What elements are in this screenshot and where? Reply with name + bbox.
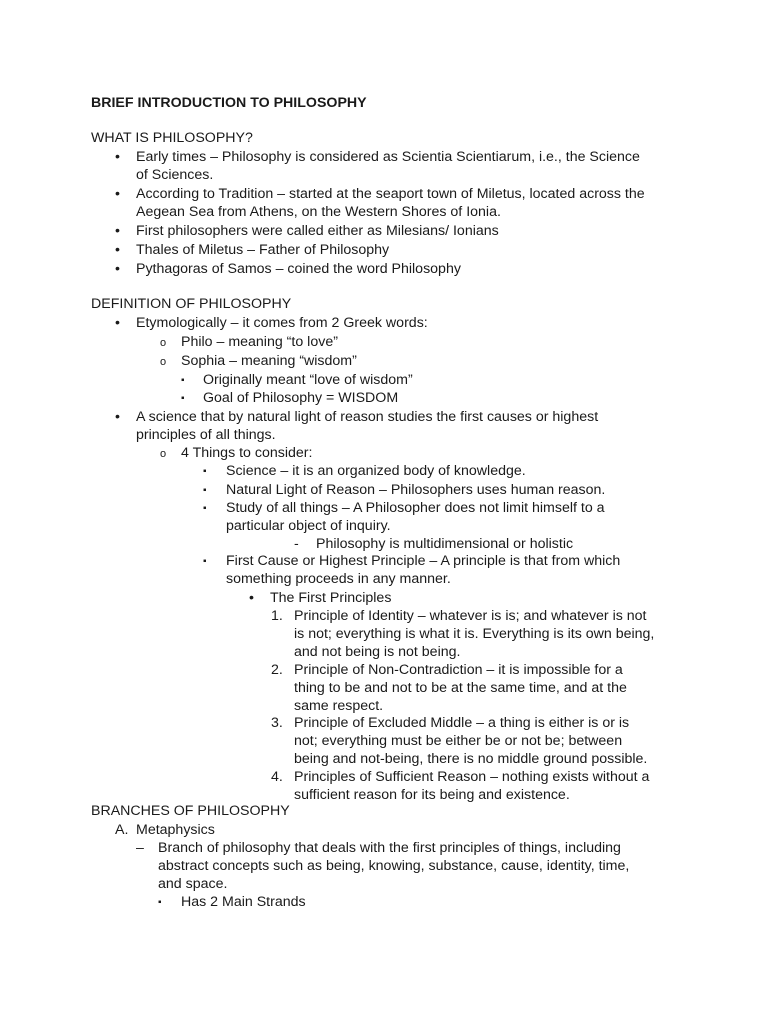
list-marker: ▪ (181, 375, 185, 386)
list-item-text: Aegean Sea from Athens, on the Western Shores of Ionia. (136, 204, 501, 220)
list-item-text: The First Principles (270, 590, 392, 606)
list-marker: • (115, 223, 120, 239)
list-item-text: Principle of Excluded Middle – a thing is either is or is (294, 715, 630, 731)
list-marker: A. (115, 822, 129, 838)
list-marker: o (160, 448, 167, 460)
list-marker: ▪ (203, 503, 207, 514)
list-item-text: Principle of Non-Contradiction – it is impossible for a (294, 662, 623, 678)
list-item-text: Has 2 Main Strands (181, 894, 306, 910)
list-item-text: Early times – Philosophy is considered as Scientia Scientiarum, i.e., the Science (136, 149, 640, 165)
list-item-text: Philo – meaning “to love” (181, 334, 338, 350)
list-marker: 4. (271, 769, 283, 785)
list-item-text: of Sciences. (136, 167, 214, 183)
list-marker: • (115, 242, 120, 258)
list-item-text: thing to be and not to be at the same time, and at the (294, 680, 627, 696)
list-item-text: 4 Things to consider: (181, 445, 313, 461)
list-item-text: Originally meant “love of wisdom” (203, 372, 413, 388)
section-heading: BRANCHES OF PHILOSOPHY (91, 803, 290, 819)
list-item-text: First Cause or Highest Principle – A principle is that from which (226, 553, 621, 569)
list-item-text: and space. (158, 876, 228, 892)
list-marker: ▪ (203, 556, 207, 567)
list-marker: o (160, 356, 167, 368)
list-item-text: Principle of Identity – whatever is is; and whatever is not (294, 608, 647, 624)
list-item-text: Etymologically – it comes from 2 Greek words: (136, 315, 428, 331)
list-marker: - (294, 536, 299, 552)
list-marker: ▪ (181, 393, 185, 404)
list-marker: o (160, 337, 167, 349)
list-item-text: abstract concepts such as being, knowing, substance, cause, identity, time, (158, 858, 630, 874)
list-marker: • (115, 409, 120, 425)
list-item-text: same respect. (294, 698, 384, 714)
section-heading: WHAT IS PHILOSOPHY? (91, 130, 253, 146)
list-item-text: and not being is not being. (294, 644, 461, 660)
list-item-text: something proceeds in any manner. (226, 571, 451, 587)
list-marker: • (115, 315, 120, 331)
list-item-text: Principles of Sufficient Reason – nothing exists without a (294, 769, 650, 785)
list-marker: – (136, 840, 144, 856)
list-item-text: According to Tradition – started at the seaport town of Miletus, located across the (136, 186, 645, 202)
document-title: BRIEF INTRODUCTION TO PHILOSOPHY (91, 95, 367, 111)
list-marker: ▪ (158, 897, 162, 908)
list-marker: 3. (271, 715, 283, 731)
list-marker: • (249, 590, 254, 606)
list-marker: ▪ (203, 485, 207, 496)
list-item-text: particular object of inquiry. (226, 518, 391, 534)
list-item-text: Metaphysics (136, 822, 215, 838)
list-marker: • (115, 186, 120, 202)
list-item-text: Sophia – meaning “wisdom” (181, 353, 357, 369)
list-item-text: Science – it is an organized body of knowledge. (226, 463, 526, 479)
list-item-text: being and not-being, there is no middle ground possible. (294, 751, 648, 767)
list-item-text: Goal of Philosophy = WISDOM (203, 390, 399, 406)
list-marker: • (115, 149, 120, 165)
list-marker: 2. (271, 662, 283, 678)
list-item-text: principles of all things. (136, 427, 276, 443)
list-marker: 1. (271, 608, 283, 624)
list-marker: ▪ (203, 466, 207, 477)
list-item-text: sufficient reason for its being and existence. (294, 787, 570, 803)
list-item-text: Pythagoras of Samos – coined the word Philosophy (136, 261, 461, 277)
list-item-text: not; everything must be either be or not be; between (294, 733, 623, 749)
section-heading: DEFINITION OF PHILOSOPHY (91, 296, 292, 312)
list-item-text: A science that by natural light of reason studies the first causes or highest (136, 409, 599, 425)
list-item-text: Study of all things – A Philosopher does not limit himself to a (226, 500, 605, 516)
list-item-text: First philosophers were called either as Milesians/ Ionians (136, 223, 499, 239)
list-item-text: is not; everything is what it is. Everything is its own being, (294, 626, 655, 642)
list-item-text: Natural Light of Reason – Philosophers uses human reason. (226, 482, 606, 498)
list-marker: • (115, 261, 120, 277)
list-item-text: Thales of Miletus – Father of Philosophy (136, 242, 390, 258)
list-item-text: Branch of philosophy that deals with the first principles of things, including (158, 840, 621, 856)
list-item-text: Philosophy is multidimensional or holistic (316, 536, 574, 552)
